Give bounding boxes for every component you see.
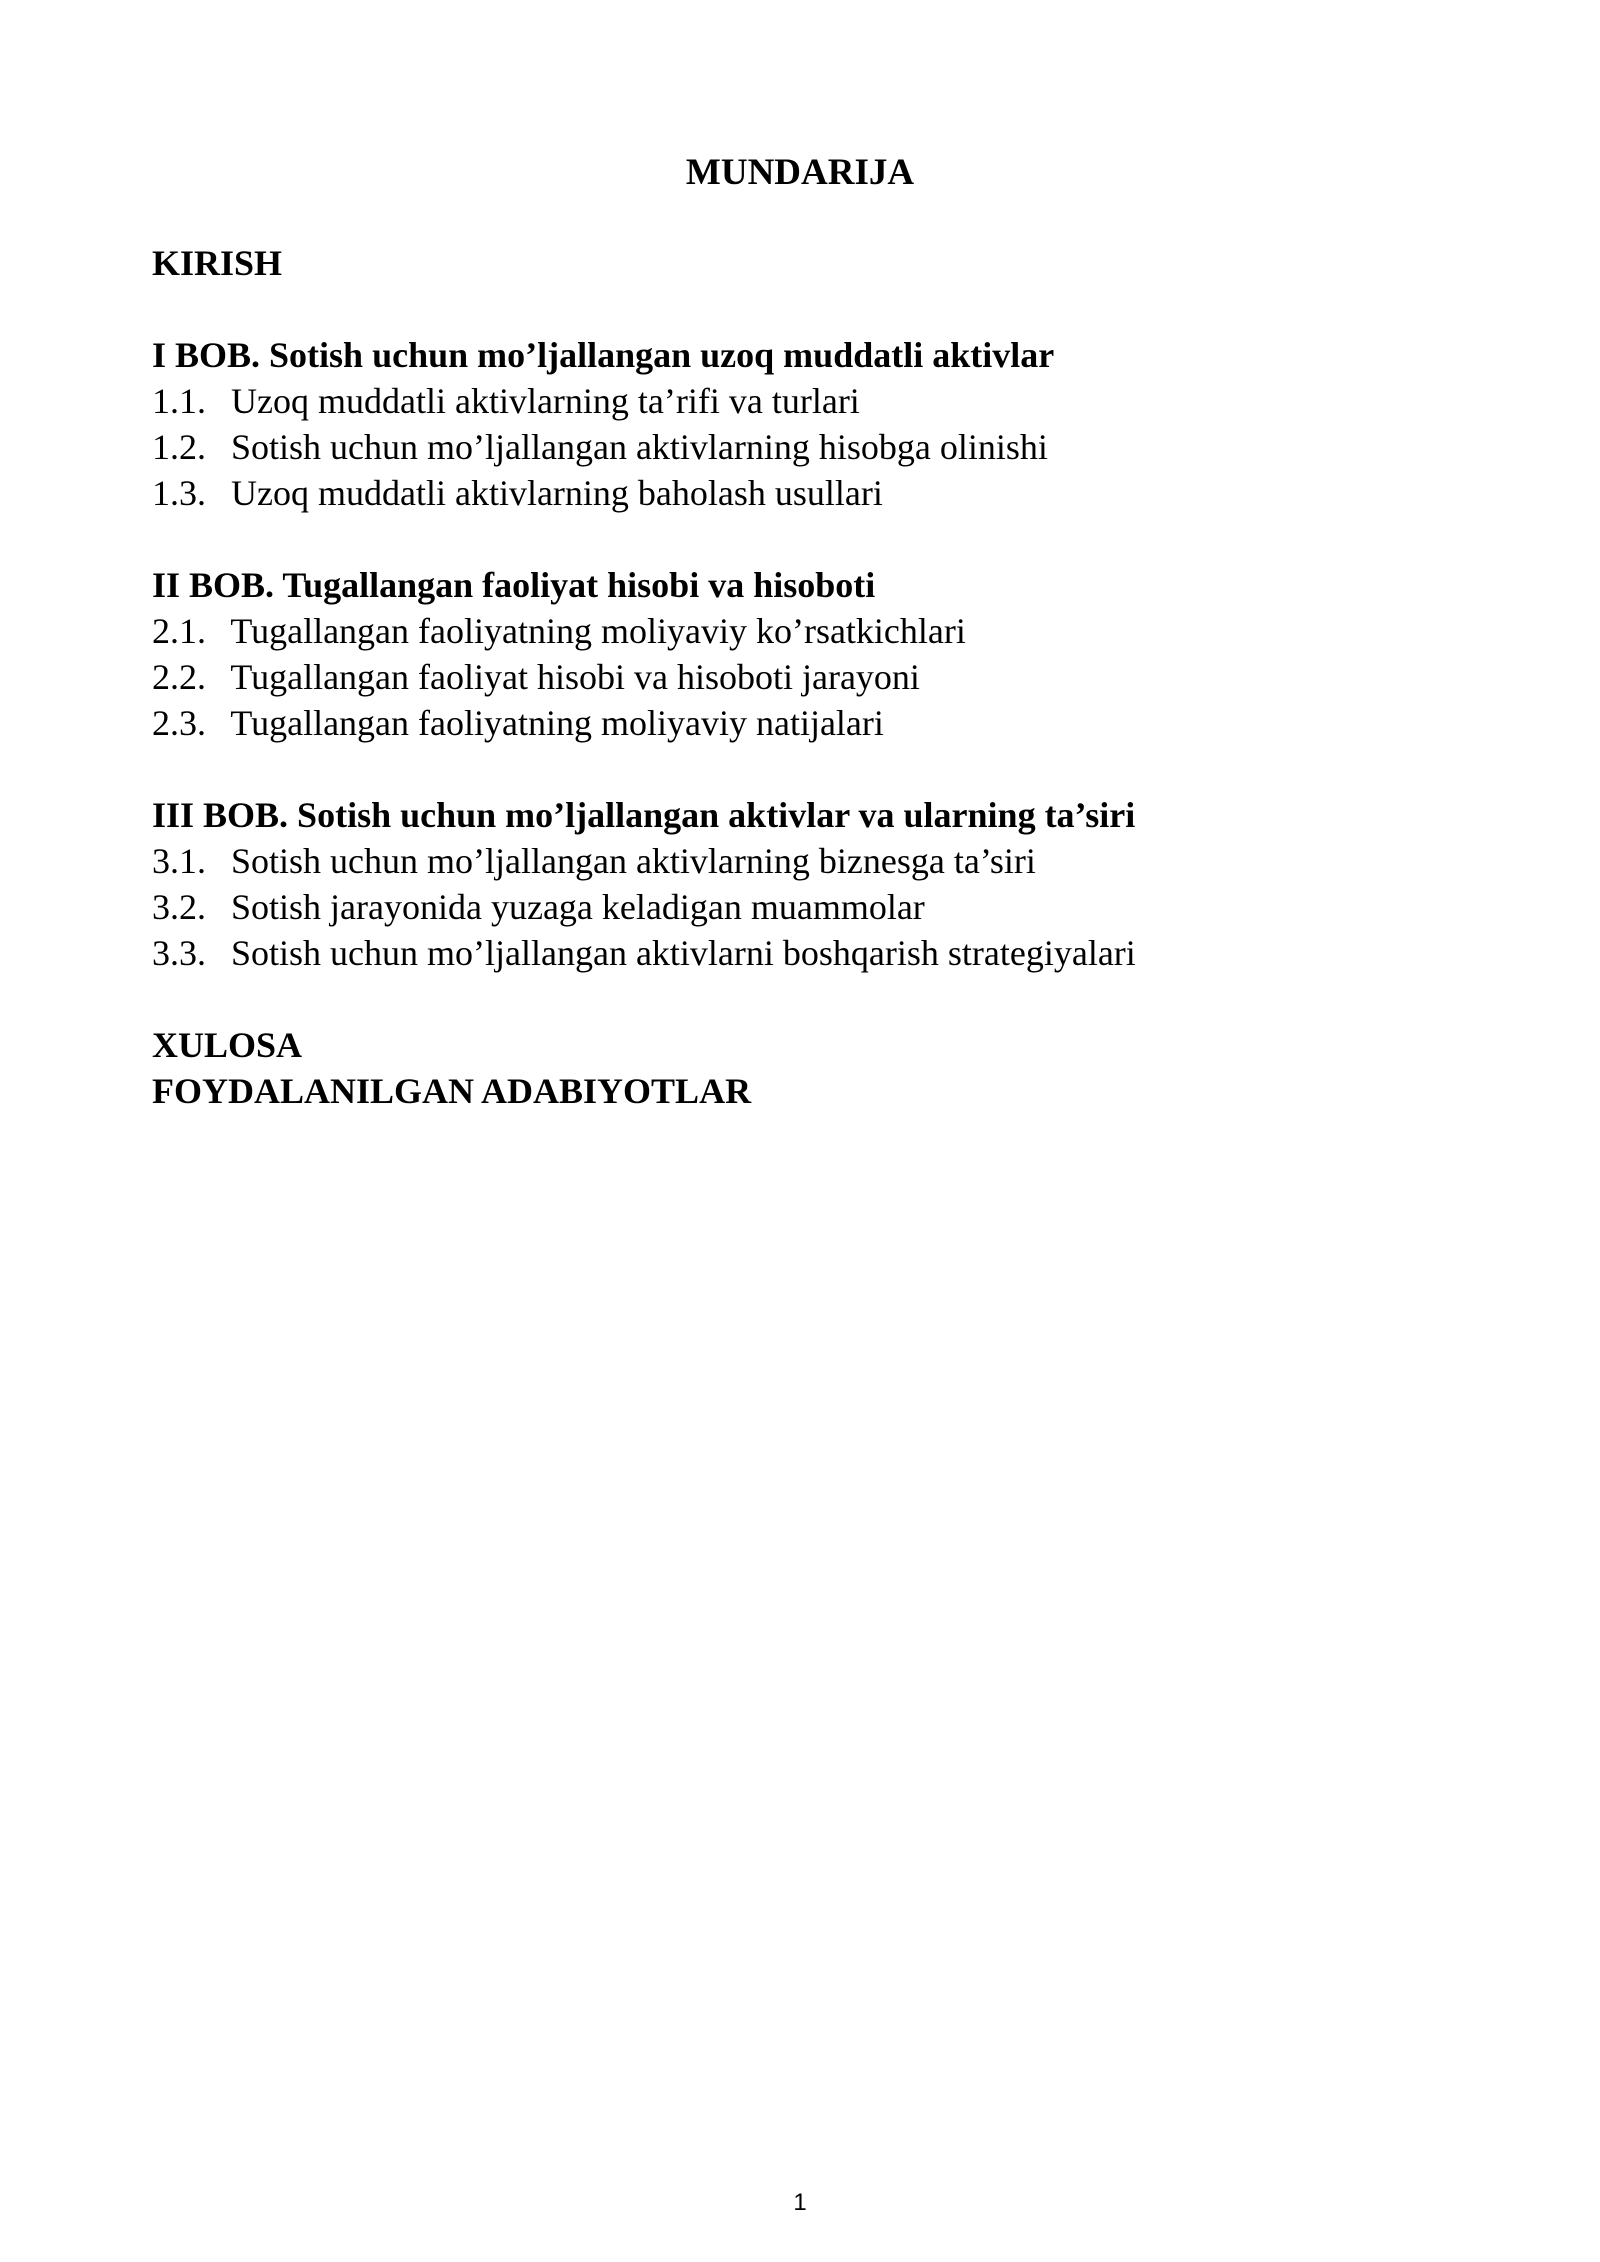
toc-item xyxy=(152,700,1492,746)
item-number: 2.1. xyxy=(152,611,206,651)
item-text: Sotish uchun mo’ljallangan aktivlarning biznesga ta’siri xyxy=(231,841,1036,881)
item-number: 1.3. xyxy=(152,473,206,513)
item-text: Sotish uchun mo’ljallangan aktivlarning hisobga olinishi xyxy=(231,427,1048,467)
toc-item xyxy=(152,424,1492,470)
toc-item xyxy=(152,378,1492,424)
toc-chapter-1 xyxy=(152,332,1492,516)
page-number: 1 xyxy=(793,2189,807,2216)
item-number: 1.2. xyxy=(152,427,206,467)
item-number: 2.3. xyxy=(152,703,206,743)
item-number: 2.2. xyxy=(152,657,206,697)
item-text: Tugallangan faoliyatning moliyaviy natijalari xyxy=(230,703,884,743)
spacer xyxy=(152,746,1492,792)
toc-item xyxy=(152,608,1492,654)
item-number: 3.1. xyxy=(152,841,206,881)
toc-chapter-3 xyxy=(152,792,1492,976)
toc-intro: KIRISH xyxy=(152,243,283,283)
item-text: Sotish jarayonida yuzaga keladigan muammolar xyxy=(231,887,925,927)
spacer xyxy=(152,516,1492,562)
item-number: 3.3. xyxy=(152,933,206,973)
toc-item xyxy=(152,654,1492,700)
chapter-heading: I BOB. Sotish uchun mo’ljallangan uzoq muddatli aktivlar xyxy=(152,335,1055,375)
table-of-contents xyxy=(152,240,1492,1114)
toc-conclusion: XULOSA xyxy=(152,1025,303,1065)
toc-chapter-2 xyxy=(152,562,1492,746)
spacer xyxy=(152,976,1492,1022)
chapter-heading: III BOB. Sotish uchun mo’ljallangan aktivlar va ularning ta’siri xyxy=(152,795,1136,835)
toc-references: FOYDALANILGAN ADABIYOTLAR xyxy=(152,1071,752,1111)
item-number: 1.1. xyxy=(152,381,206,421)
item-text: Uzoq muddatli aktivlarning ta’rifi va turlari xyxy=(231,381,860,421)
item-text: Uzoq muddatli aktivlarning baholash usullari xyxy=(231,473,883,513)
spacer xyxy=(152,286,1492,332)
item-text: Tugallangan faoliyat hisobi va hisoboti jarayoni xyxy=(230,657,920,697)
toc-item xyxy=(152,930,1492,976)
item-text: Tugallangan faoliyatning moliyaviy ko’rsatkichlari xyxy=(230,611,966,651)
item-number: 3.2. xyxy=(152,887,206,927)
toc-item xyxy=(152,884,1492,930)
toc-item xyxy=(152,470,1492,516)
page-title: MUNDARIJA xyxy=(685,152,915,193)
chapter-heading: II BOB. Tugallangan faoliyat hisobi va hisoboti xyxy=(152,565,876,605)
toc-item xyxy=(152,838,1492,884)
item-text: Sotish uchun mo’ljallangan aktivlarni boshqarish strategiyalari xyxy=(231,933,1136,973)
